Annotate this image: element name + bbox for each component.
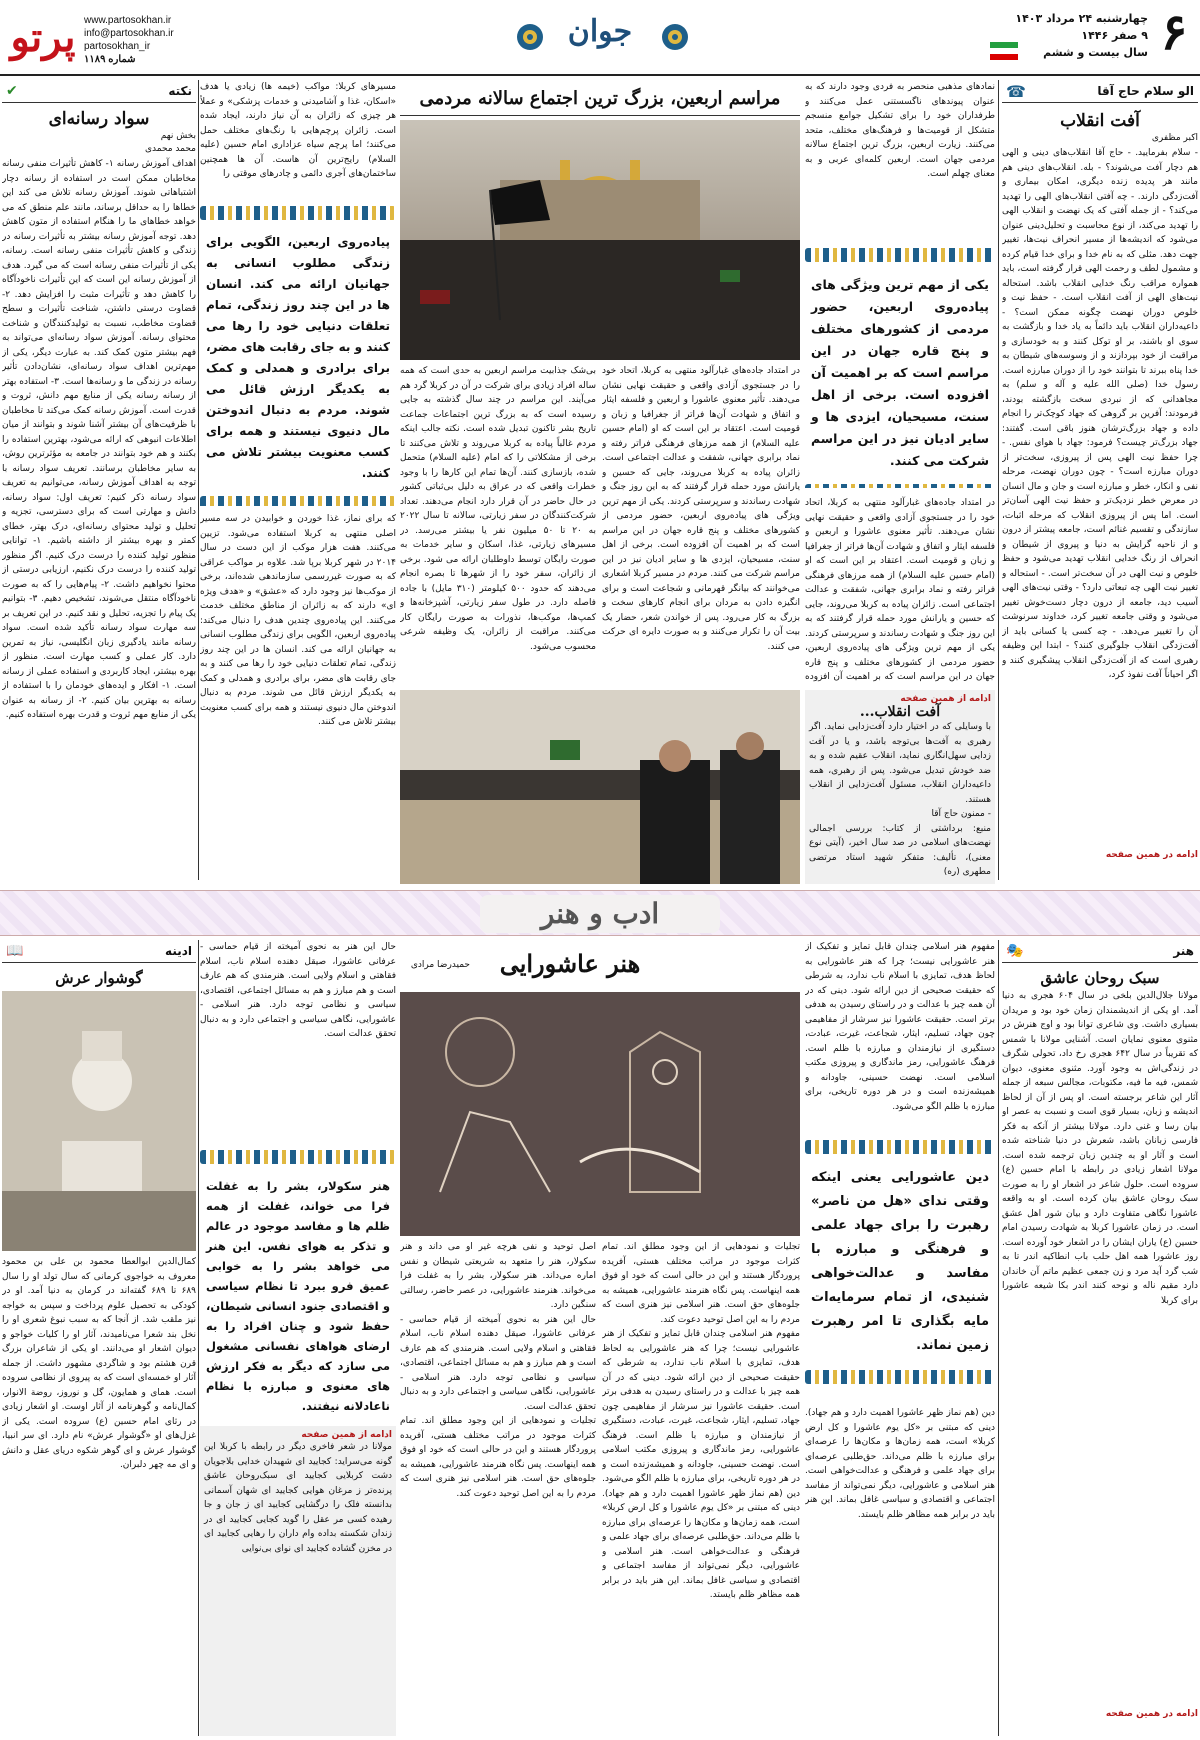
box-source: منبع: برداشتی از کتاب: بررسی اجمالی نهضت‌های اسلامی در صد سال اخیر، (آیتی نوع معنی)، تألیف: متفکر شهید استاد مرتضی مطهری (ره): [809, 823, 991, 877]
date-line-1: چهارشنبه ۲۴ مرداد ۱۴۰۳: [1015, 12, 1148, 25]
continued-link[interactable]: ادامه در همین صفحه: [1105, 1709, 1198, 1719]
iran-flag-icon: [990, 42, 1018, 60]
right-column: [1002, 80, 1198, 884]
box-title: ادامه از همین صفحه: [301, 1430, 392, 1440]
column-tag: هنر: [1173, 944, 1194, 958]
email-link[interactable]: info@partosokhan.ir: [84, 28, 174, 39]
book-icon: 📖: [6, 943, 24, 959]
nokte-subtitle: بخش نهم: [160, 131, 196, 141]
honar-column: [1002, 940, 1198, 1738]
quote-c: دین عاشورایی یعنی اینکه وقتی ندای «هل من ناصر» رهبرت را برای جهاد علمی و فرهنگی و مبارزه با مفاسد و عدالت‌خواهی شنیدی، از تمام سرمایه‌ات مایه بگذاری تا امر رهبرت زمین نماند.: [805, 1140, 995, 1400]
adineh-body: کمال‌الدین ابوالعطا محمود بن علی بن محمود معروف به خواجوی کرمانی که سال تولد او را سال ۶۸۹ تا ۶۸۹ گفته‌اند در کرمان به دنیا آمد. او در کودکی به تحصیل علوم پرداخت و سپس به خواجه نیز ملقب شد. از آنجا که به سبب نبوغ شعری او را نخل بند شعرا می‌نامیدند، آثار او را کلیات خواجو و دیوان اشعار او می‌دانند. او یکی از شاعران بزرگ قرن هشتم بود و شاگردی مشهور داشت. از جمله آثار او خمسه‌ای است که به پیروی از نظامی سروده است. همای و همایون، گل و نوروز، روضة الانوار، کمال‌نامه و گوهرنامه از آثار اوست. او اشعار زیادی در رثای امام حسین (ع) سروده است. یکی از غزل‌های او «گوشوار عرش» نام دارد. ای سر انبیا، گوشوار عرش و ای گوهر شکوه دریای عقل و دانش و ای مه چهر دلبران.: [2, 1257, 196, 1470]
arbaeen-headline: مراسم اربعین، بزرگ ترین اجتماع سالانه مردمی: [400, 82, 800, 116]
quote-d: هنر سکولار، بشر را به غفلت فرا می خواند، غفلت از همه ظلم ها و مفاسد موجود در عالم و تذکر به هوای نفس. این هنر می خواهد بشر را به خوابی عمیق فرو ببرد تا نظام سیاسی و اقتصادی جنود انسانی شیطان، حفظ شود و چنان افراد را به ارضای هواهای نفسانی مشغول می سازد که دیگر به فکر ارزش های معنوی و مبارزه با نظام ناعادلانه نیفتند.: [200, 1150, 396, 1420]
honar-title: سبک روحان عاشق: [1040, 969, 1160, 987]
box-thanks: - ممنون حاج آقا: [931, 809, 991, 819]
adineh-column: [2, 940, 196, 1738]
statue-photo: [2, 991, 196, 1251]
banner-title: ادب و هنر: [480, 895, 720, 933]
ornament-band: [200, 496, 396, 506]
adab-continuation-box: [200, 1426, 396, 1736]
quote-b: پیاده‌روی اربعین، الگویی برای زندگی مطلوب انسانی به جهانیان ارائه می کند. انسان ها در این چند روز زندگی، تمام تعلقات دنیایی خود را رها می کنند و به جای رقابت های مضر، برای برادری و همدلی و کمک به یکدیگر ارزش قائل می شوند. مردم به دنبال اندوختن مال دنیوی نیستند و همه برای کسب معنویت بیشتر تلاش می کنند.: [200, 206, 396, 506]
date-line-3: سال بیست و ششم: [1043, 46, 1148, 59]
date-block: [998, 10, 1148, 66]
article-author: اکبر مظفری: [1151, 133, 1198, 143]
ornament-band: [805, 248, 995, 262]
ornament-band: [805, 1370, 995, 1384]
continued-link[interactable]: ادامه در همین صفحه: [1105, 850, 1198, 860]
arbaeen-col-c: بی‌شک جذابیت مراسم اربعین به حدی است که همه ساله افراد زیادی برای شرکت در آن در کربلا گرد هم می‌آیند. این مراسم در چند سال گذشته به جایی رسیده است که به بزرگ ترین اجتماعات جماعت تاریخ بشر تاکنون تبدیل شده است. نکته جالب اینکه مردم غالباً پیاده به کربلا می‌روند و تلاش می‌کنند تا برخی از مشکلاتی را که امام (علیه السلام) متحمل شده، بازسازی کنند. آن‌ها تمام این کارها را با وجود خطرات واقعی که در عراق به دلیل بی‌ثباتی کشور در حال حاضر در آن قرار دارد انجام می‌دهند. تعداد شرکت‌کنندگان در سفر زیارتی، سالانه تا سال ۲۰۲۲ به ۲۰ تا ۵۰ میلیون نفر یا بیشتر می‌رسد. در مسیرهای زیارتی، غذا، اسکان و سایر خدمات به صورت رایگان توسط داوطلبان ارائه می شود. برخی از زائران، سفر خود را از شهرها تا بصره انجام می‌دهند که حدود ۵۰۰ کیلومتر (۳۱۰ مایل) با جاده فاصله دارد. در طول سفر زیارتی، آشپزخانه‌ها و کمپ‌ها، موکب‌ها، نذورات به صورت رایگان کار می‌کنند. مراقبت از زائران، یک وظیفه شرعی محسوب می‌شود.: [400, 366, 596, 652]
article-body: - سلام بفرمایید. - حاج آقا انقلاب‌های دینی و الهی هم دچار آفت می‌شوند؟ - بله. انقلاب‌های دینی هم مانند هر پدیده زنده دیگری، امکان بیماری و آفت‌زدگی دارند. - چه آفتی انقلاب‌های الهی را تهدید می‌کند؟ - از جمله آفتی که یک نهضت و انقلاب الهی را تهدید می‌کند، از نوع محاسبت و تحلیل‌دینی عنوان می‌شود که اندیشه‌ها از مسیر انحراف نیت‌ها، تغییر جهت دهد. مثلی که به نام خدا و برای خدا قیام کرده و مشمول لطف و رحمت الهی قرار گرفته است، باید همواره مراقب رنگ خدایی انقلاب باشد. استحاله نیت‌های الهی از آفت انقلاب است. - حفظ نیت و خلوص دوران نهضت چگونه ممکن است؟ - داعیه‌داران انقلاب باید دائماً به یاد خدا و بازگشت به سوی او باشند، بر او توکل کنند و به خودسازی و مراقبت از خود بپردازند و از وسوسه‌های شیطان به خدا پناه ببرند تا بتوانند خود را از دوران مبارزه است. رسول خدا (صلی الله علیه و آله و سلم) به مجاهدانی که از نبردی سخت بازگشته بودند، فرمودند: آفرین بر گروهی که جهاد کوچک‌تر را انجام داده و جهاد بزرگ‌ترشان هنوز باقی است. گفتند: جهاد بزرگ‌تر چیست؟ فرمود: جهاد با هوای نفس. - چرا حفظ نیت الهی پس از پیروزی، سخت‌تر از دوران مبارزه است؟ - چون دوران نهضت، مرحله نفی و انکار، خطر و مبارزه است و جان و مال انسان در معرض خطر نزدیک‌تر و حفظ نیت الهی آسان‌تر است. اما پس از پیروزی انقلاب که مرحله اثبات، سازندگی و تقسیم غنائم است، جامعه پیشتر از درون و از ناحیه گرایش به دنیا و پیروی از شیطان و انحراف از رنگ خدایی انقلاب تهدید می‌شود و حفظ خلوص و نیت الهی در آن سخت‌تر است. - استحاله و تغییر نیت الهی چه تبعاتی دارد؟ - وقتی نیت‌های الهی آسیب دید، جامعه از درون دچار دست‌خوش تغییر می‌شود و وقتی جامعه تغییر کرد، خداوند سرنوشت آن را تغییر می‌دهد. - چه کسی یا کسانی باید از آفت‌زدگی انقلاب جلوگیری کنند؟ - ابتدا این وظیفه رهبری است که از آفت‌زدگی انقلاب پیشگیری کنند و اگر احیاناً آفت نفوذ کرد،: [1002, 148, 1198, 680]
adab-col-3: تجلیات و نمودهایی از این وجود مطلق اند. تمام کثرات موجود در مراتب مختلف هستی، آفریده پروردگار هستند و این در حالی است که خود او فوق همه اینهاست. پس نگاه هنرمند عاشورایی، همیشه به جلوه‌های حق است. هنر اسلامی نیز هنری است که مردم را به این اصل توحید دعوت کند. مفهوم هنر اسلامی چندان قابل تمایز و تفکیک از هنر عاشورایی نیست؛ چرا که هنر عاشورایی به لحاظ هدف، تمایزی با اسلام ناب ندارد، به شرطی که حقیقت صحیحی از دین ارائه شود. دینی که در آن همه چیز با عدالت و در راستای رسیدن به هدفی برتر است. حقیقت عاشورا نیز سرشار از مفاهیمی چون جهاد، تسلیم، ایثار، شجاعت، غیرت، عبادت، دستگیری از نیازمندان و مبارزه با ظلم است. فرهنگ عاشورایی، رمز ماندگاری و پیروزی مکتب اسلامی است. نهضت حسینی، جاودانه و همیشه‌زنده است و در هر دوره تاریخی، برای مبارزه با ظلم الگو می‌شود. دین (هم نماز ظهر عاشورا اهمیت دارد و هم جهاد). دینی که مبتنی بر «کل یوم عاشورا و کل ارض کربلا» است، همه زمان‌ها و مکان‌ها را عرصه‌ای برای مبارزه با ظلم می‌داند. حق‌طلبی عرصه‌ای برای جهاد علمی و فرهنگی و عدالت‌خواهی است. هنر اسلامی و عاشورایی، دیگر نمی‌تواند از مفاسد اجتماعی و اقتصادی و سیاسی غافل بماند. این هنر باید در برابر همه مظاهر ظلم بایستد.: [602, 1242, 800, 1600]
phone-icon: ☎: [1006, 81, 1026, 101]
section-title: جوان: [567, 14, 633, 49]
honar-body: مولانا جلال‌الدین بلخی در سال ۶۰۴ هجری به دنیا آمد. او یکی از اندیشمندان زمان خود بود و مریدان بسیاری داشت. وی شاعری توانا بود و اوج هنرش در مثنوی معنوی نمایان است. آشنایی مولانا با شمس که تقریباً در سال ۶۴۲ هجری رخ داد، تحولی شگرف در زندگی‌اش به وجود آورد. مثنوی معنوی، دیوان شمس، فیه ما فیه، مکتوبات، مجالس سبعه از جمله آثار این شاعر برجسته است. او پس از آن از لحاظ اندیشه و زبان، بسیار قوی است و نسبت به عصر او بیان رسا و غنی دارد. مولانا بیشتر از آنکه به فکر فارسی زبانان باشد، شعرش در دنیا شناخته شده است و آثار او به چندین زبان ترجمه شده است. مولانا اشعار زیادی در رابطه با امام حسین (ع) سروده است. حلول شاعر در اشعار او را به صورت سبک روحان عاشق بیان کرده است. او به واقعه عاشورا نگاهی متفاوت دارد و بیان شور اهل عشق است. در زمان عاشورا کربلا به شهادت رسیدن امام حسین (ع) یاران ایشان را در اشعار خود آورده است. روز عاشورا همه اهل حلب باب انطاکیه اندر تا به شب گرد آید مرد و زن جمعی عظیم ماتم آن خاندان دارد مقیم ناله و نوحه کنند اندر بکا شیعه عاشورا برای کربلا: [1002, 991, 1198, 1306]
box-title: آفت انقلاب...: [859, 704, 941, 720]
ornament-band: [200, 206, 396, 220]
continuation-box: [805, 690, 995, 884]
check-icon: ✔: [6, 83, 18, 99]
adab-col-1: مفهوم هنر اسلامی چندان قابل تمایز و تفکیک از هنر عاشورایی نیست؛ چرا که هنر عاشورایی به لحاظ هدف، تمایزی با اسلام ناب ندارد، به شرطی که حقیقت صحیحی از دین ارائه شود. دینی که در آن همه چیز با عدالت و در راستای رسیدن به هدفی برتر است. حقیقت عاشورا نیز سرشار از مفاهیمی چون جهاد، تسلیم، ایثار، شجاعت، غیرت، عبادت، دستگیری از نیازمندان و مبارزه با ظلم است. فرهنگ عاشورایی، رمز ماندگاری و پیروزی مکتب اسلامی است. نهضت حسینی، جاودانه و همیشه‌زنده است و در هر دوره تاریخی، برای مبارزه با ظلم الگو می‌شود.: [805, 942, 995, 1112]
ashura-art-image: [400, 992, 800, 1236]
website-link[interactable]: www.partosokhan.ir: [84, 15, 172, 26]
adab-banner: [0, 890, 1200, 936]
masthead: [0, 0, 1200, 76]
issue-number: شماره ۱۱۸۹: [84, 54, 136, 65]
nokte-body: اهداف آموزش رسانه ۱- کاهش تأثیرات منفی رسانه مخاطبان ممکن است در استفاده از رسانه دچار اشتباهاتی شوند. آموزش رسانه تلاش می کند این خطاها را به حداقل برساند، مانند علم منطق که می خواهد خطاهای ما را هنگام استفاده از متون کاهش دهد. توجه آموزش رسانه بیشتر به تأثیرات رسانه در زندگی و کاهش تأثیرات منفی رسانه است. رسانه، یکی از تأثیرات منفی رسانه است که می گیرد. هدف از آموزش رسانه این است که این تأثیرات ناخودآگاه را کاهش دهد و تأثیرات مثبت را افزایش دهد. ۲- قضاوت درستی داشتن، شناخت تأثیرات و سطح قضاوت مخاطب، نسبت به تولیدکنندگان و شناخت محتوای رسانه. آموزش سواد رسانه‌ای می‌تواند به فهم بیشتر متون کمک کند. به عبارت دیگر، یکی از مهم‌ترین اهداف سواد رسانه‌ای، نشان‌دادن تأثیر رسانه در زندگی ما و رسانه‌ها است. ۳- استفاده بهتر از رسانه رسانه یکی از منابع مهم دانش، ثروت و قدرت است. آموزش رسانه کمک می‌کند تا مخاطبان با ظرفیت‌های آن بیشتر آشنا شوند و بتوانند از میان اطلاعات انبوهی که ارائه می‌شود، بهترین استفاده را بکنند و هم خود بتوانند در جامعه به مؤثرترین روش، به سایر مخاطبان برسانند. تعریف سواد رسانه با توجه به اهداف آموزش رسانه، می‌توانیم به تعریف سواد رسانه ذکر کنیم: تعریف اول: سواد رسانه، دانش و مهارتی است که برای دسترسی، تجزیه و تحلیل و تولید محتوای رسانه‌ای، درک بهتر، خطای کمتر و بهره بیشتر از داشته باشیم. ۱- توانایی منظور تولید کننده را درست درک کنیم. اگر منظور تولید کننده را درست درک نکنیم، ارزیابی درستی از محتوا نخواهیم داشت. ۲- پیام‌هایی را که به صورت ناخودآگاه منتقل می‌شوند، تشخیص دهیم. ۳- بتوانیم یک پیام را تجزیه، تحلیل و نقد کنیم. در این تعریف بر سه مهارت سواد رسانه تأکید شده است. سواد رسانه مانند یادگیری زبان انگلیسی، نیاز به تمرین دارد. کار عملی و کسب مهارت است. منظور از بهره بیشتر، ایجاد کاربردی و استفاده عملی از رسانه است. ۱- افکار و ایده‌های خودمان را با استفاده از رسانه به بهترین بیان کنیم. ۲- از رسانه به عنوان یکی از منابع مهم ثروت و قدرت بهره استفاده کنیم.: [2, 159, 196, 720]
column-tag: ادینه: [165, 944, 192, 958]
nokte-column: [2, 80, 196, 884]
arbaeen-crowd-photo: [400, 120, 800, 360]
palette-icon: 🎭: [1006, 943, 1024, 959]
page-number: ۶: [1160, 2, 1188, 61]
adab-col-4: اصل توحید و نفی هرچه غیر او می داند و هنر سکولار، هنر را متعهد به شریعتی شیطان و نفس اماره می‌داند. هنر سکولار، بشر را به غفلت فرا می‌خواند. هنرمند عاشورایی، در عصر حاضر، رسالتی سنگین دارد. حال این هنر به نحوی آمیخته از قیام حماسی - عرفانی عاشورا، صیقل دهنده اسلام ناب، اسلام فقاهتی و اسلام ولایی است. هنرمندی که هم عارف است و هم مبارز و هم به مسائل اجتماعی، اقتصادی، سیاسی و نظامی توجه دارد. هنر اسلامی - عاشورایی، نگاهی سیاسی و اجتماعی دارد و به دنبال تحقق عدالت است. تجلیات و نمودهایی از این وجود مطلق اند. تمام کثرات موجود در مراتب مختلف هستی، آفریده پروردگار هستند و این در حالی است که خود او فوق همه اینهاست. پس نگاه هنرمند عاشورایی، همیشه به جلوه‌های حق است. هنر اسلامی نیز هنری است که مردم را به این اصل توحید دعوت کند.: [400, 1242, 596, 1499]
adineh-title: گوشوار عرش: [55, 969, 143, 987]
box-body: با وسایلی که در اختیار دارد آفت‌زدایی نماید. اگر رهبری به آفت‌ها بی‌توجه باشد، و یا در آفت زدایی سهل‌انگاری نماید، انقلاب عقیم شده و به ضد خودش تبدیل می‌شود. پس از رهبری، همه داعیه‌داران انقلاب، مسئول آفت‌زدایی از انقلاب هستند.: [809, 722, 991, 805]
quote-a: یکی از مهم ترین ویژگی های پیاده‌روی اربعین، حضور مردمی از کشورهای مختلف و پنج قاره جهان در این مراسم است که بر اهمیت آن افزوده است. برخی از اهل سنت، مسیحیان، ایزدی ها و سایر ادیان نیز در این مراسم شرکت می کنند.: [805, 248, 995, 488]
ornament-right: [660, 22, 690, 52]
date-line-2: ۹ صفر ۱۴۴۶: [1081, 29, 1148, 42]
nokte-title: سواد رسانه‌ای: [48, 109, 150, 129]
arbaeen-col-e: که برای نماز، غذا خوردن و خوابیدن در سه مسیر اصلی منتهی به کربلا استفاده می‌شود. تزیین می‌کنند. هفت هزار موکب از این دست در سال ۲۰۱۴ در شهر کربلا برپا شد. علاوه بر مواکب عراقی که به صورت غیررسمی سازماندهی شده‌اند، برخی از موکب‌ها نیز وجود دارد که «عشق» و «هدف ویژه ای» دارند که به زائران از مناطق مختلف خدمت می‌کنند. این پیاده‌روی چندین هدف را دنبال می‌کند: پیاده‌روی اربعین، الگویی برای زندگی مطلوب انسانی به جهانیان ارائه می کند. انسان ها در این چند روز زندگی، تمام تعلقات دنیایی خود را رها می کنند و به جای رقابت های مضر، برای برادری و همدلی و کمک به یکدیگر ارزش قائل می شوند. مردم به دنبال اندوختن مال دنیوی نیستند و همه برای کسب معنویت بیشتر تلاش می کنند.: [200, 514, 396, 727]
logo: پرتو: [10, 14, 76, 61]
column-tag: نکته: [168, 84, 192, 98]
arbaeen-col-b: در امتداد جاده‌های غبارآلود منتهی به کربلا، اتحاد خود را در جستجوی آزادی واقعی و حقیقت نهایی نشان می‌دهند. تأثیر معنوی عاشورا و اربعین و فلسفه ایثار و اتفاق و شهادت آن‌ها فراتر از جغرافیا و زبان و قومیت است. اعتقاد بر این است که او (امام حسین علیه السلام) از همه مرزهای فرهنگی فراتر رفته و نماد برابری جهانی، شفقت و عدالت اجتماعی است. زائران پیاده به کربلا می‌روند، جایی که حسین و یارانش مورد حمله قرار گرفتند که به این روز جنگ و شهادت رساندند و سرپرستی کردند. یکی از مهم ترین ویژگی های پیاده‌روی اربعین، حضور مردمی از کشورهای مختلف و پنج قاره جهان در این مراسم است که بر اهمیت آن افزوده است. برخی از اهل سنت، مسیحیان، ایزدی ها و سایر ادیان نیز در این مراسم شرکت می کنند. مردم در مسیر کربلا اشعاری می‌خوانند که بیانگر قهرمانی و شجاعت است و برای انگیزه دادن به مردان برای انجام کارهای سخت و بزرگ به کار می‌رود. پس از خواندن شعر، حضار یک بیت آن را تکرار می‌کنند و به صورت دایره ای حرکت می کنند.: [602, 366, 800, 652]
column-tag: الو سلام حاج آقا: [1097, 84, 1194, 98]
nokte-author: محمد محمدی: [144, 144, 196, 154]
contact-block: [84, 14, 224, 70]
box-tag: ادامه از همین صفحه: [900, 694, 991, 704]
pilgrims-photo: [400, 690, 800, 884]
article-title: آفت انقلاب: [1060, 111, 1140, 131]
arbaeen-col-a2: در امتداد جاده‌های غبارآلود منتهی به کربلا، اتحاد خود را در جستجوی آزادی واقعی و حقیقت نهایی نشان می‌دهند. تأثیر معنوی عاشورا و اربعین و فلسفه ایثار و اتفاق و شهادت آن‌ها فراتر از جغرافیا و زبان و قومیت است. اعتقاد بر این است که او (امام حسین علیه السلام) از همه مرزهای فرهنگی فراتر رفته و نماد برابری جهانی، شفقت و عدالت اجتماعی است. زائران پیاده به کربلا می‌روند، جایی که حسین و یارانش مورد حمله قرار گرفتند که به این روز جنگ و شهادت رساندند و سرپرستی کردند. یکی از مهم ترین ویژگی های پیاده‌روی اربعین، حضور مردمی از کشورهای مختلف و پنج قاره جهان در این مراسم است که بر اهمیت آن افزوده: [805, 498, 995, 682]
center-author: حمیدرضا مرادی: [410, 960, 470, 970]
arbaeen-col-a: نمادهای مذهبی منحصر به فردی وجود دارند که به عنوان پیوندهای ناگسستنی عمل می‌کنند و طرفداران خود را برای تشکیل جوامع منسجم متشکل از قومیت‌ها و فرهنگ‌های مختلف، متحد می‌کنند. زیارت اربعین، بزرگ ترین اجتماع سالانه مردمی جهان است. اربعین کلمه‌ای عربی و به معنای چهلم است.: [805, 82, 995, 179]
ornament-band: [200, 1150, 396, 1164]
adab-col-5: حال این هنر به نحوی آمیخته از قیام حماسی - عرفانی عاشورا، صیقل دهنده اسلام ناب، اسلام فقاهتی و اسلام ولایی است. هنرمندی که هم عارف است و هم مبارز و هم به مسائل اجتماعی، اقتصادی، سیاسی و نظامی توجه دارد. هنر اسلامی - عاشورایی، نگاهی سیاسی و اجتماعی دارد و به دنبال تحقق عدالت است.: [200, 942, 396, 1039]
box-body: مولانا در شعر فاخری دیگر در رابطه با کربلا این گونه می‌سراید: کجایید ای شهیدان خدایی بلاجویان دشت کربلایی کجایید ای سبک‌روحان عاشق پرنده‌تر ز مرغان هوایی کجایید ای شهان آسمانی بدانسته فلک را درگشایی کجایید ای ز جان و جا رهیده کسی مر عقل را گوید کجایی کجایید ای در زندان شکسته بداده وام داران را رهایی کجایید ای در مخزن گشاده کجایید ای نوای بی‌نوایی: [204, 1442, 392, 1554]
arbaeen-col-d: مسیرهای کربلا: مواکب (خیمه ها) زیادی یا هدف «اسکان، غذا و آشامیدنی و خدمات پزشکی» و عملاً هر چیزی که زائران به آن نیاز دارند، ایجاد شده است. زائران پرچم‌هایی با رنگ‌های مختلف حمل می‌کنند؛ اما پرچم سیاه عزاداری امام حسین (علیه السلام) رایج‌ترین آن هاست. آن ها همچنین ساختمان‌های آجری دائمی و چادرهای موقتی را: [200, 82, 396, 179]
ornament-band: [805, 1140, 995, 1154]
ornament-left: [515, 22, 545, 52]
center-title: هنر عاشورایی: [499, 949, 641, 978]
social-handle[interactable]: partosokhan_ir: [84, 41, 151, 52]
ornament-band: [805, 484, 995, 488]
adab-col-2: دین (هم نماز ظهر عاشورا اهمیت دارد و هم جهاد). دینی که مبتنی بر «کل یوم عاشورا و کل ارض کربلا» است، همه زمان‌ها و مکان‌ها را عرصه‌ای برای مبارزه با ظلم می‌داند. حق‌طلبی عرصه‌ای برای جهاد علمی و فرهنگی و عدالت‌خواهی است. هنر اسلامی و عاشورایی، دیگر نمی‌تواند از مفاسد اجتماعی و اقتصادی و سیاسی غافل بماند. این هنر باید در برابر همه مظاهر ظلم بایستد.: [805, 1408, 995, 1520]
